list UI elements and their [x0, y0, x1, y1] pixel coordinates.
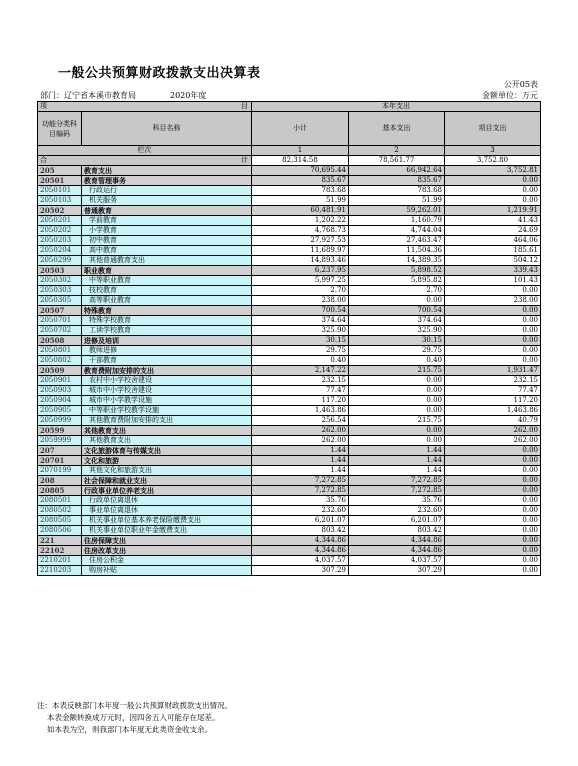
row-code: 208 — [38, 476, 82, 486]
row-basic: 51.99 — [349, 196, 445, 206]
row-subtotal: 7,272.85 — [252, 476, 349, 486]
table-row — [38, 176, 541, 186]
row-basic: 0.00 — [349, 426, 445, 436]
row-subtotal: 6,201.07 — [252, 516, 349, 526]
row-name: 住房保障支出 — [82, 536, 252, 546]
row-subtotal: 6,237.95 — [252, 266, 349, 276]
row-code: 20502 — [38, 206, 82, 216]
row-subtotal: 1.44 — [252, 466, 349, 476]
table-row — [38, 286, 541, 296]
row-name: 高中教育 — [82, 246, 252, 256]
row-basic: 0.00 — [349, 386, 445, 396]
row-project: 3,752.81 — [445, 166, 541, 176]
row-name: 中等职业学校教学设施 — [82, 406, 252, 416]
table-row — [38, 426, 541, 436]
row-subtotal: 1.44 — [252, 446, 349, 456]
table-row — [38, 486, 541, 496]
row-project: 40.79 — [445, 416, 541, 426]
row-subtotal: 5,997.25 — [252, 276, 349, 286]
row-subtotal: 117.20 — [252, 396, 349, 406]
row-subtotal: 1.44 — [252, 456, 349, 466]
row-code: 2050999 — [38, 416, 82, 426]
row-code: 207 — [38, 446, 82, 456]
row-subtotal: 4,344.86 — [252, 546, 349, 556]
row-basic: 11,504.36 — [349, 246, 445, 256]
row-code: 2050204 — [38, 246, 82, 256]
row-project: 101.43 — [445, 276, 541, 286]
row-project: 0.00 — [445, 446, 541, 456]
table-row — [38, 386, 541, 396]
row-subtotal: 4,037.57 — [252, 556, 349, 566]
row-basic: 4,344.86 — [349, 546, 445, 556]
row-code: 20507 — [38, 306, 82, 316]
note-line: 注：本表反映部门本年度一般公共预算财政拨款支出情况。 — [37, 701, 232, 710]
table-row — [38, 336, 541, 346]
table-row — [38, 416, 541, 426]
row-project: 0.00 — [445, 186, 541, 196]
row-basic: 35.76 — [349, 496, 445, 506]
row-basic: 803.42 — [349, 526, 445, 536]
row-project: 0.00 — [445, 456, 541, 466]
row-name: 行政运行 — [82, 186, 252, 196]
row-basic: 29.75 — [349, 346, 445, 356]
table-row — [38, 346, 541, 356]
header-row-2 — [38, 112, 541, 146]
table-row — [38, 526, 541, 536]
row-basic: 374.64 — [349, 316, 445, 326]
table-row — [38, 276, 541, 286]
note-line: 本表金额转换成万元时，因四舍五入可能存在尾差。 — [47, 713, 220, 722]
table-row — [38, 266, 541, 276]
row-subtotal: 4,768.73 — [252, 226, 349, 236]
row-name: 初中教育 — [82, 236, 252, 246]
row-code: 2050801 — [38, 346, 82, 356]
row-name: 其他教育支出 — [82, 426, 252, 436]
col-no-1: 1 — [252, 146, 349, 156]
row-project: 238.00 — [445, 296, 541, 306]
row-project: 41.43 — [445, 216, 541, 226]
item-right-label: 目 — [241, 102, 248, 110]
row-project: 262.00 — [445, 436, 541, 446]
row-code: 2050303 — [38, 286, 82, 296]
row-basic: 1,160.79 — [349, 216, 445, 226]
row-project: 24.69 — [445, 226, 541, 236]
item-left-label: 项 — [40, 102, 47, 110]
row-project: 464.06 — [445, 236, 541, 246]
row-code: 2210203 — [38, 566, 82, 576]
row-name: 文化和旅游 — [82, 456, 252, 466]
row-name: 住房改革支出 — [82, 546, 252, 556]
row-basic: 232.60 — [349, 506, 445, 516]
row-subtotal: 2.70 — [252, 286, 349, 296]
row-project: 0.00 — [445, 486, 541, 496]
row-basic: 783.68 — [349, 186, 445, 196]
row-name: 机关事业单位职业年金缴费支出 — [82, 526, 252, 536]
table-body — [38, 102, 541, 576]
row-name: 机关事业单位基本养老保险缴费支出 — [82, 516, 252, 526]
row-code: 2050203 — [38, 236, 82, 246]
header-row-1 — [38, 102, 541, 112]
row-project: 0.00 — [445, 326, 541, 336]
row-code: 20599 — [38, 426, 82, 436]
unit-label: 金额单位：万元 — [482, 91, 538, 100]
row-basic: 30.15 — [349, 336, 445, 346]
row-subtotal: 232.60 — [252, 506, 349, 516]
row-basic: 4,037.57 — [349, 556, 445, 566]
row-project: 0.00 — [445, 176, 541, 186]
table-row — [38, 306, 541, 316]
row-subtotal: 30.15 — [252, 336, 349, 346]
row-subtotal: 262.00 — [252, 426, 349, 436]
row-code: 2050702 — [38, 326, 82, 336]
table-row — [38, 466, 541, 476]
department-label: 部门：辽宁省本溪市教育局 — [40, 91, 136, 100]
row-name: 城市中小学教学设施 — [82, 396, 252, 406]
row-basic: 0.00 — [349, 436, 445, 446]
row-name: 高等职业教育 — [82, 296, 252, 306]
row-code: 2050905 — [38, 406, 82, 416]
year-label: 2020年度 — [170, 91, 207, 100]
row-name: 城市中小学校舍建设 — [82, 386, 252, 396]
header-row-3 — [38, 146, 541, 156]
row-subtotal: 4,344.86 — [252, 536, 349, 546]
table-row — [38, 376, 541, 386]
table-row — [38, 546, 541, 556]
row-basic: 0.00 — [349, 396, 445, 406]
row-subtotal: 27,927.53 — [252, 236, 349, 246]
basic-header: 基本支出 — [349, 112, 445, 146]
row-project: 0.00 — [445, 346, 541, 356]
row-project: 0.00 — [445, 556, 541, 566]
row-basic: 7,272.85 — [349, 476, 445, 486]
row-name: 农村中小学校舍建设 — [82, 376, 252, 386]
row-subtotal: 51.99 — [252, 196, 349, 206]
row-code: 20805 — [38, 486, 82, 496]
note-line: 如本表为空，则我部门本年度无此类资金收支余。 — [47, 725, 212, 734]
table-row — [38, 456, 541, 466]
row-subtotal: 1,463.86 — [252, 406, 349, 416]
row-basic: 700.54 — [349, 306, 445, 316]
row-name: 普通教育 — [82, 206, 252, 216]
row-basic: 307.29 — [349, 566, 445, 576]
row-basic: 7,272.85 — [349, 486, 445, 496]
row-project: 0.00 — [445, 476, 541, 486]
table-row — [38, 186, 541, 196]
row-basic: 0.40 — [349, 356, 445, 366]
row-name: 机关服务 — [82, 196, 252, 206]
table-row — [38, 246, 541, 256]
row-project: 0.00 — [445, 336, 541, 346]
table-row — [38, 516, 541, 526]
table-row — [38, 226, 541, 236]
row-code: 2050903 — [38, 386, 82, 396]
row-code: 2070199 — [38, 466, 82, 476]
row-project: 339.43 — [445, 266, 541, 276]
row-project: 0.00 — [445, 496, 541, 506]
row-basic: 835.67 — [349, 176, 445, 186]
row-name: 特殊教育 — [82, 306, 252, 316]
row-name: 特殊学校教育 — [82, 316, 252, 326]
row-name: 中等职业教育 — [82, 276, 252, 286]
row-subtotal: 700.54 — [252, 306, 349, 316]
row-project: 0.00 — [445, 566, 541, 576]
row-code: 2050904 — [38, 396, 82, 406]
table-row — [38, 216, 541, 226]
row-name: 教育费附加安排的支出 — [82, 366, 252, 376]
row-name: 教师进修 — [82, 346, 252, 356]
row-code: 2050901 — [38, 376, 82, 386]
row-code: 2080501 — [38, 496, 82, 506]
total-basic: 78,561.77 — [349, 156, 445, 166]
row-subtotal: 77.47 — [252, 386, 349, 396]
table-row — [38, 406, 541, 416]
total-row — [38, 156, 541, 166]
expenditure-table — [37, 101, 541, 576]
row-project: 0.00 — [445, 306, 541, 316]
row-name: 其他普通教育支出 — [82, 256, 252, 266]
row-subtotal: 60,481.91 — [252, 206, 349, 216]
table-row — [38, 206, 541, 216]
row-name: 事业单位离退休 — [82, 506, 252, 516]
row-project: 262.00 — [445, 426, 541, 436]
row-subtotal: 1,202.22 — [252, 216, 349, 226]
row-code: 2080506 — [38, 526, 82, 536]
row-name: 工读学校教育 — [82, 326, 252, 336]
row-code: 20701 — [38, 456, 82, 466]
row-basic: 27,463.47 — [349, 236, 445, 246]
subject-name-header: 科目名称 — [82, 112, 252, 146]
table-row — [38, 436, 541, 446]
row-basic: 2.70 — [349, 286, 445, 296]
table-row — [38, 446, 541, 456]
row-code: 2050305 — [38, 296, 82, 306]
row-project: 0.00 — [445, 506, 541, 516]
row-basic: 5,895.82 — [349, 276, 445, 286]
row-no-label: 栏次 — [38, 146, 252, 156]
row-project: 1,219.91 — [445, 206, 541, 216]
col-no-3: 3 — [445, 146, 541, 156]
row-subtotal: 262.00 — [252, 436, 349, 446]
row-project: 0.00 — [445, 536, 541, 546]
row-name: 其他文化和旅游支出 — [82, 466, 252, 476]
row-name: 学前教育 — [82, 216, 252, 226]
row-basic: 5,898.52 — [349, 266, 445, 276]
table-row — [38, 476, 541, 486]
row-subtotal: 803.42 — [252, 526, 349, 536]
row-code: 22102 — [38, 546, 82, 556]
row-name: 住房公积金 — [82, 556, 252, 566]
row-subtotal: 307.29 — [252, 566, 349, 576]
row-basic: 14,389.35 — [349, 256, 445, 266]
row-name: 干部教育 — [82, 356, 252, 366]
row-code: 2050202 — [38, 226, 82, 236]
row-basic: 59,262.01 — [349, 206, 445, 216]
row-name: 教育支出 — [82, 166, 252, 176]
row-subtotal: 0.40 — [252, 356, 349, 366]
row-basic: 0.00 — [349, 406, 445, 416]
row-code: 20509 — [38, 366, 82, 376]
row-code: 2050201 — [38, 216, 82, 226]
row-code: 2210201 — [38, 556, 82, 566]
project-header: 项目支出 — [445, 112, 541, 146]
table-row — [38, 566, 541, 576]
row-project: 77.47 — [445, 386, 541, 396]
row-name: 行政单位离退休 — [82, 496, 252, 506]
table-row — [38, 356, 541, 366]
row-project: 0.00 — [445, 196, 541, 206]
row-subtotal: 29.75 — [252, 346, 349, 356]
row-basic: 1.44 — [349, 446, 445, 456]
row-code: 2050101 — [38, 186, 82, 196]
row-basic: 215.75 — [349, 366, 445, 376]
row-basic: 325.90 — [349, 326, 445, 336]
row-name: 社会保障和就业支出 — [82, 476, 252, 486]
item-header-cell — [38, 102, 252, 112]
row-project: 117.20 — [445, 396, 541, 406]
table-row — [38, 236, 541, 246]
row-project: 0.00 — [445, 286, 541, 296]
row-code: 2050103 — [38, 196, 82, 206]
row-code: 2059999 — [38, 436, 82, 446]
row-name: 进修及培训 — [82, 336, 252, 346]
row-subtotal: 7,272.85 — [252, 486, 349, 496]
func-code-header: 功能分类科目编码 — [38, 112, 82, 146]
row-subtotal: 232.15 — [252, 376, 349, 386]
table-row — [38, 556, 541, 566]
table-row — [38, 326, 541, 336]
row-project: 1,931.47 — [445, 366, 541, 376]
row-subtotal: 783.68 — [252, 186, 349, 196]
row-code: 20503 — [38, 266, 82, 276]
row-code: 2050701 — [38, 316, 82, 326]
table-row — [38, 396, 541, 406]
page-title: 一般公共预算财政拨款支出决算表 — [58, 66, 261, 81]
row-subtotal: 835.67 — [252, 176, 349, 186]
total-left-label: 合 — [40, 156, 47, 164]
row-basic: 215.75 — [349, 416, 445, 426]
col-no-2: 2 — [349, 146, 445, 156]
row-name: 技校教育 — [82, 286, 252, 296]
table-row — [38, 256, 541, 266]
row-basic: 4,744.04 — [349, 226, 445, 236]
row-code: 2050302 — [38, 276, 82, 286]
year-total-header: 本年支出 — [252, 102, 541, 112]
row-subtotal: 256.54 — [252, 416, 349, 426]
row-name: 其他教育支出 — [82, 436, 252, 446]
form-code: 公开05表 — [503, 80, 538, 89]
row-project: 1,463.86 — [445, 406, 541, 416]
table-row — [38, 536, 541, 546]
row-code: 2050299 — [38, 256, 82, 266]
row-project: 0.00 — [445, 356, 541, 366]
row-code: 2080502 — [38, 506, 82, 516]
row-code: 20508 — [38, 336, 82, 346]
row-subtotal: 70,695.44 — [252, 166, 349, 176]
row-project: 232.15 — [445, 376, 541, 386]
row-basic: 66,942.64 — [349, 166, 445, 176]
table-row — [38, 366, 541, 376]
row-subtotal: 14,893.46 — [252, 256, 349, 266]
row-project: 0.00 — [445, 546, 541, 556]
row-name: 购房补贴 — [82, 566, 252, 576]
row-subtotal: 11,689.97 — [252, 246, 349, 256]
row-name: 其他教育费附加安排的支出 — [82, 416, 252, 426]
row-subtotal: 374.64 — [252, 316, 349, 326]
row-project: 0.00 — [445, 466, 541, 476]
row-code: 2080505 — [38, 516, 82, 526]
row-project: 0.00 — [445, 516, 541, 526]
subtotal-header: 小计 — [252, 112, 349, 146]
row-code: 221 — [38, 536, 82, 546]
row-project: 185.61 — [445, 246, 541, 256]
row-basic: 0.00 — [349, 376, 445, 386]
row-code: 20501 — [38, 176, 82, 186]
table-row — [38, 296, 541, 306]
row-project: 0.00 — [445, 316, 541, 326]
row-basic: 0.00 — [349, 296, 445, 306]
table-row — [38, 196, 541, 206]
table-row — [38, 506, 541, 516]
row-subtotal: 325.90 — [252, 326, 349, 336]
row-code: 205 — [38, 166, 82, 176]
table-row — [38, 166, 541, 176]
row-name: 小学教育 — [82, 226, 252, 236]
row-name: 行政事业单位养老支出 — [82, 486, 252, 496]
table-row — [38, 496, 541, 506]
row-subtotal: 238.00 — [252, 296, 349, 306]
row-code: 2050802 — [38, 356, 82, 366]
row-name: 文化旅游体育与传媒支出 — [82, 446, 252, 456]
total-right-label: 计 — [241, 156, 248, 164]
row-basic: 1.44 — [349, 466, 445, 476]
notes — [37, 700, 232, 736]
row-basic: 1.44 — [349, 456, 445, 466]
total-project: 3,752.80 — [445, 156, 541, 166]
row-basic: 6,201.07 — [349, 516, 445, 526]
row-name: 教育管理事务 — [82, 176, 252, 186]
row-project: 504.12 — [445, 256, 541, 266]
row-project: 0.00 — [445, 526, 541, 536]
total-label-cell — [38, 156, 252, 166]
row-subtotal: 35.76 — [252, 496, 349, 506]
table-row — [38, 316, 541, 326]
total-subtotal: 82,314.58 — [252, 156, 349, 166]
row-name: 职业教育 — [82, 266, 252, 276]
row-subtotal: 2,147.22 — [252, 366, 349, 376]
row-basic: 4,344.86 — [349, 536, 445, 546]
